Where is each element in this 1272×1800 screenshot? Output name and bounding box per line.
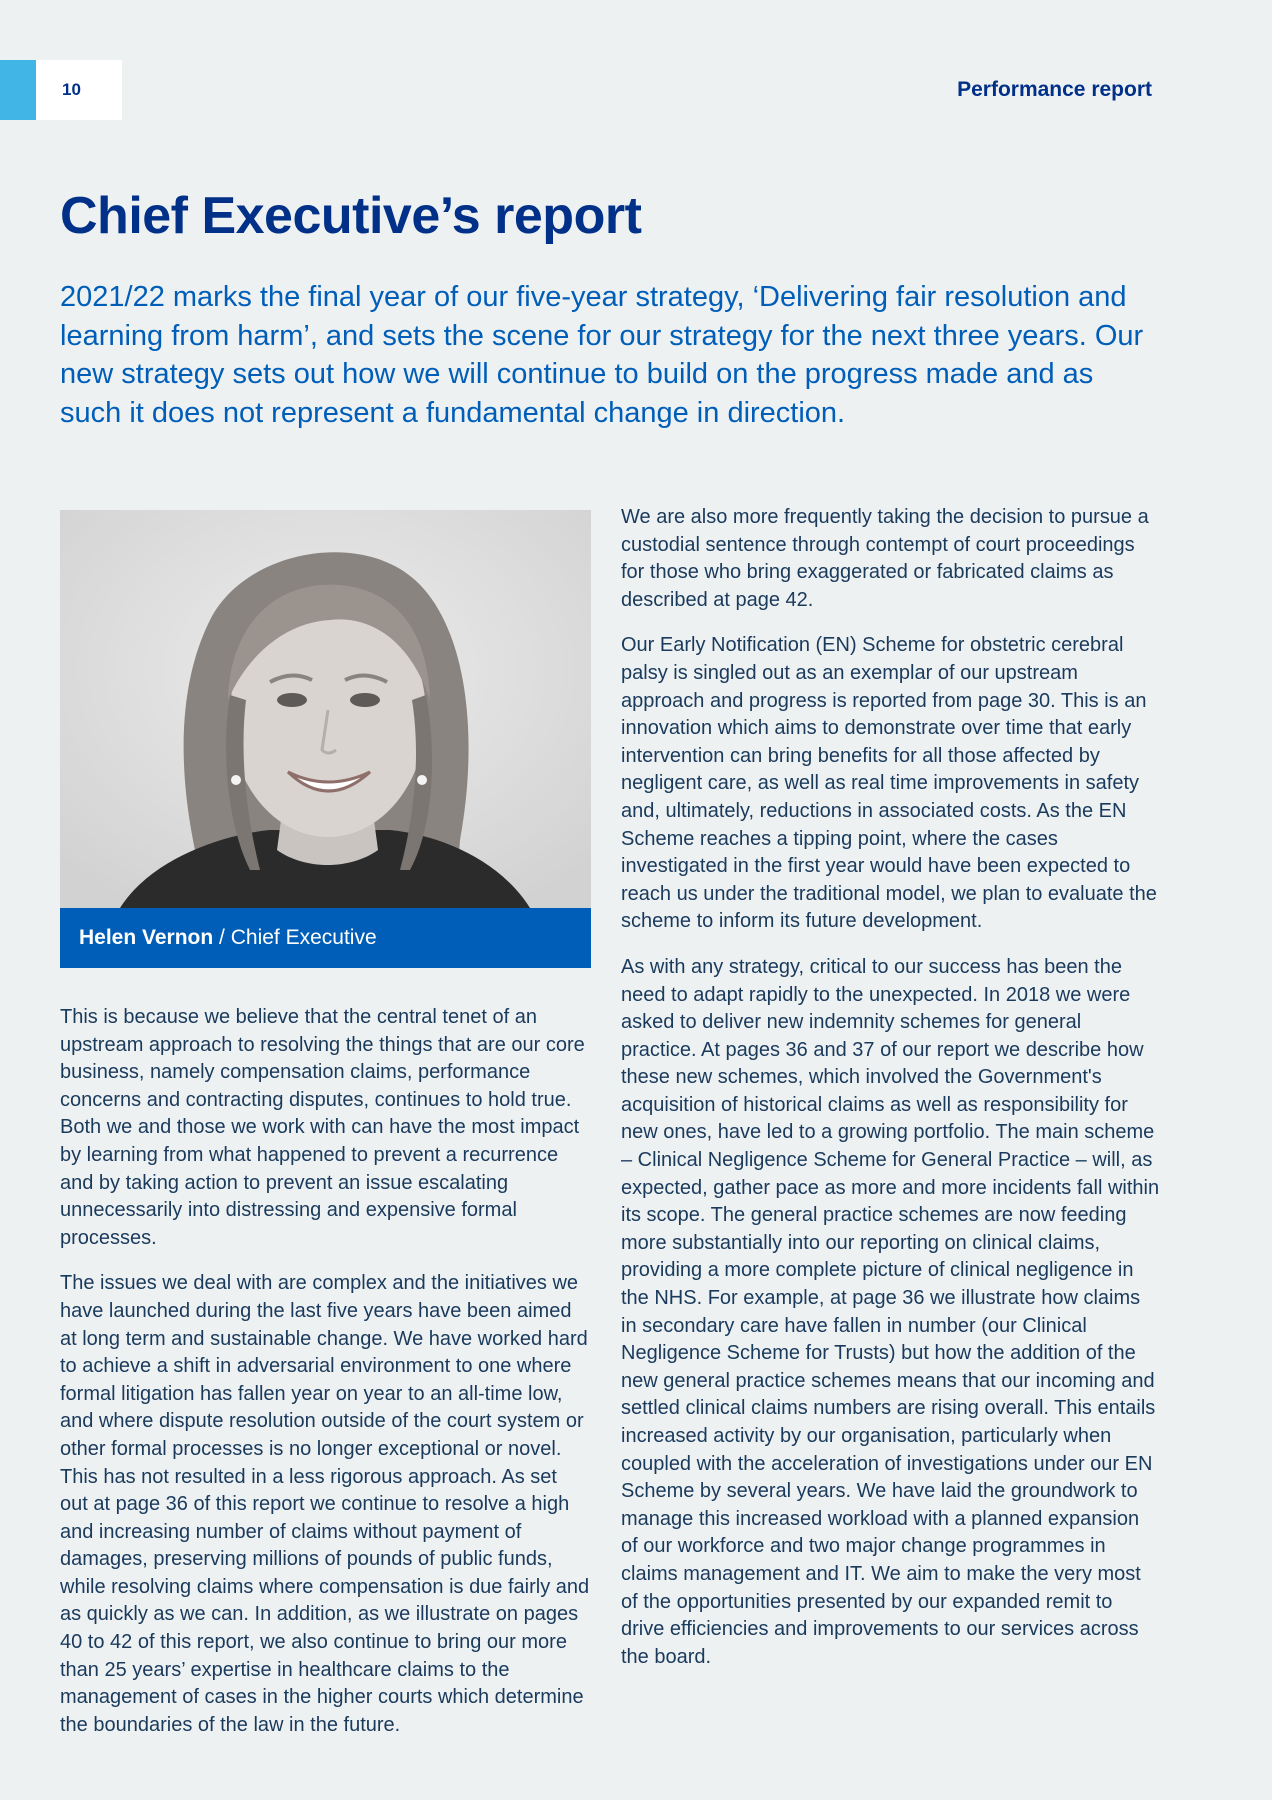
lead-paragraph: 2021/22 marks the final year of our five-year strategy, ‘Delivering fair resolution and learning from harm’, and sets the scene for our strategy for the next three years. Our new strategy sets out how we will continue to build on the progress made and as such it does not represent a fundamental change in direction. — [60, 281, 1144, 429]
page-tab-accent — [0, 60, 36, 120]
right-column — [621, 504, 1161, 1689]
portrait-illustration — [60, 510, 591, 908]
photo-caption — [60, 908, 591, 968]
body-paragraph: This is because we believe that the central tenet of an upstream approach to resolving the things that are our core business, namely compensation claims, performance concerns and contracting disputes, continues to hold true. Both we and those we work with can have the most impact by learning from what happened to prevent a recurrence and by taking action to prevent an issue escalating unnecessarily into distressing and expensive formal processes. — [60, 1006, 585, 1249]
body-paragraph: We are also more frequently taking the decision to pursue a custodial sentence through contempt of court proceedings for those who bring exaggerated or fabricated claims as described at page 42. — [621, 506, 1149, 611]
caption-name: Helen Vernon — [79, 926, 214, 949]
left-column — [60, 1004, 590, 1757]
body-paragraph: Our Early Notification (EN) Scheme for obstetric cerebral palsy is singled out as an exemplar of our upstream approach and progress is reported from page 30. This is an innovation which aims to demonstrate over time that early intervention can bring benefits for all those affected by negligent care, as well as real time improvements in safety and, ultimately, reductions in associated costs. As the EN Scheme reaches a tipping point, where the cases investigated in the first year would have been expected to reach us under the traditional model, we plan to evaluate the scheme to inform its future development. — [621, 634, 1157, 933]
body-paragraph: As with any strategy, critical to our success has been the need to adapt rapidly to the unexpected. In 2018 we were asked to deliver new indemnity schemes for general practice. At pages 36 and 37 of our report we describe how these new schemes, which involved the Government's acquisition of historical claims as well as responsibility for new ones, have led to a growing portfolio. The main scheme – Clinical Negligence Scheme for General Practice – will, as expected, gather pace as more and more incidents fall within its scope. The general practice schemes are now feeding more substantially into our reporting on clinical claims, providing a more complete picture of clinical negligence in the NHS. For example, at page 36 we illustrate how claims in secondary care have fallen in number (our Clinical Negligence Scheme for Trusts) but how the addition of the new general practice schemes means that our incoming and settled clinical claims numbers are rising overall. This entails increased activity by our organisation, particularly when coupled with the acceleration of investigations under our EN Scheme by several years. We have laid the groundwork to manage this increased workload with a planned expansion of our workforce and two major change programmes in claims management and IT. We aim to make the very most of the opportunities presented by our expanded remit to drive efficiencies and improvements to our services across the board. — [621, 955, 1160, 1668]
caption-separator: / — [213, 926, 231, 949]
portrait-photo — [60, 510, 591, 908]
page-title: Chief Executive’s report — [60, 187, 642, 245]
caption-role: Chief Executive — [230, 926, 377, 949]
running-header: Performance report — [957, 78, 1152, 101]
page-number: 10 — [36, 60, 122, 120]
body-paragraph: The issues we deal with are complex and the initiatives we have launched during the last five years have been aimed at long term and sustainable change. We have worked hard to achieve a shift in adversarial environment to one where formal litigation has fallen year on year to an all-time low, and where dispute resolution outside of the court system or other formal processes is no longer exceptional or novel. This has not resulted in a less rigorous approach. As set out at page 36 of this report we continue to resolve a high and increasing number of claims without payment of damages, preserving millions of pounds of public funds, while resolving claims where compensation is due fairly and as quickly as we can. In addition, as we illustrate on pages 40 to 42 of this report, we also continue to bring our more than 25 years’ expertise in healthcare claims to the management of cases in the higher courts which determine the boundaries of the law in the future. — [60, 1272, 590, 1736]
